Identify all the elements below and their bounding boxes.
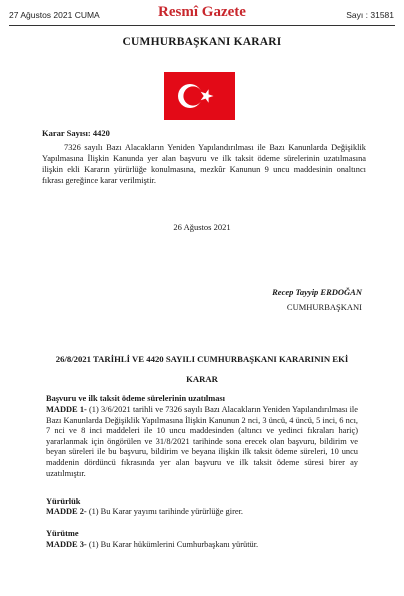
turkish-flag-icon [164,72,235,120]
decree-date: 26 Ağustos 2021 [173,222,231,232]
article-label: MADDE 2- [46,507,87,516]
signer-name: Recep Tayyip ERDOĞAN [272,287,362,297]
article-label: MADDE 1- [46,405,87,414]
article-label: MADDE 3- [46,540,87,549]
article-text: (1) 3/6/2021 tarihli ve 7326 sayılı Bazı Alacakların Yeniden Yapılandırılması ile Bazı Kanunlarda Değişiklik Yapılmasına İlişkin Kanunun 2 nci, 3 üncü, 4 üncü, 5 inci, 6 ncı, 7 nci ve 8 inci maddeleri ile 10 uncu maddesinden (altıncı ve yedinci fıkraları hariç) yararlanmak için öngörülen ve 31/8/2021 tarihinde sona erecek olan başvuru, bildirim ve beyan süreleri ile bu başvuru, bildirim ve beyana ilişkin ilk taksit ödeme süreleri, 10 uncu maddenin dördüncü fıkrasında yer alan başvuru ve ilk taksit ödeme süresi birer ay uzatılmıştır. [46,405,358,478]
decree-title: CUMHURBAŞKANI KARARI [122,36,282,48]
annex-subtitle: KARAR [186,374,218,384]
section-heading: Yürütme [46,529,79,538]
article-text: (1) Bu Karar hükümlerini Cumhurbaşkanı yürütür. [86,540,259,549]
annex-title: 26/8/2021 TARİHLİ VE 4420 SAYILI CUMHURBAŞKANI KARARININ EKİ [55,354,349,364]
section-heading: Başvuru ve ilk taksit ödeme sürelerinin uzatılması [46,394,225,403]
section-heading: Yürürlük [46,497,81,506]
decision-number: Karar Sayısı: 4420 [42,128,110,138]
decree-body: 7326 sayılı Bazı Alacakların Yeniden Yapılandırılması ile Bazı Kanunlarda Değişiklik Yapılmasına İlişkin Kanunda yer alan başvuru ve ilk taksit ödeme sürelerinin uzatılmasına ilişkin ekli Kararın yürürlüğe konulmasına, mezkûr Kanunun 9 uncu maddesinin onaltıncı fıkrası gereğince karar verilmiştir. [42,143,366,185]
article-1 [46,405,358,479]
article-3 [46,540,358,551]
header-divider [9,25,395,26]
article-2 [46,507,358,518]
issue-number: Sayı : 31581 [346,10,394,20]
gazette-title: Resmî Gazete [158,4,246,20]
article-text: (1) Bu Karar yayımı tarihinde yürürlüğe girer. [86,507,244,516]
signer-title: CUMHURBAŞKANI [286,302,362,312]
header-date: 27 Ağustos 2021 CUMA [9,10,100,20]
